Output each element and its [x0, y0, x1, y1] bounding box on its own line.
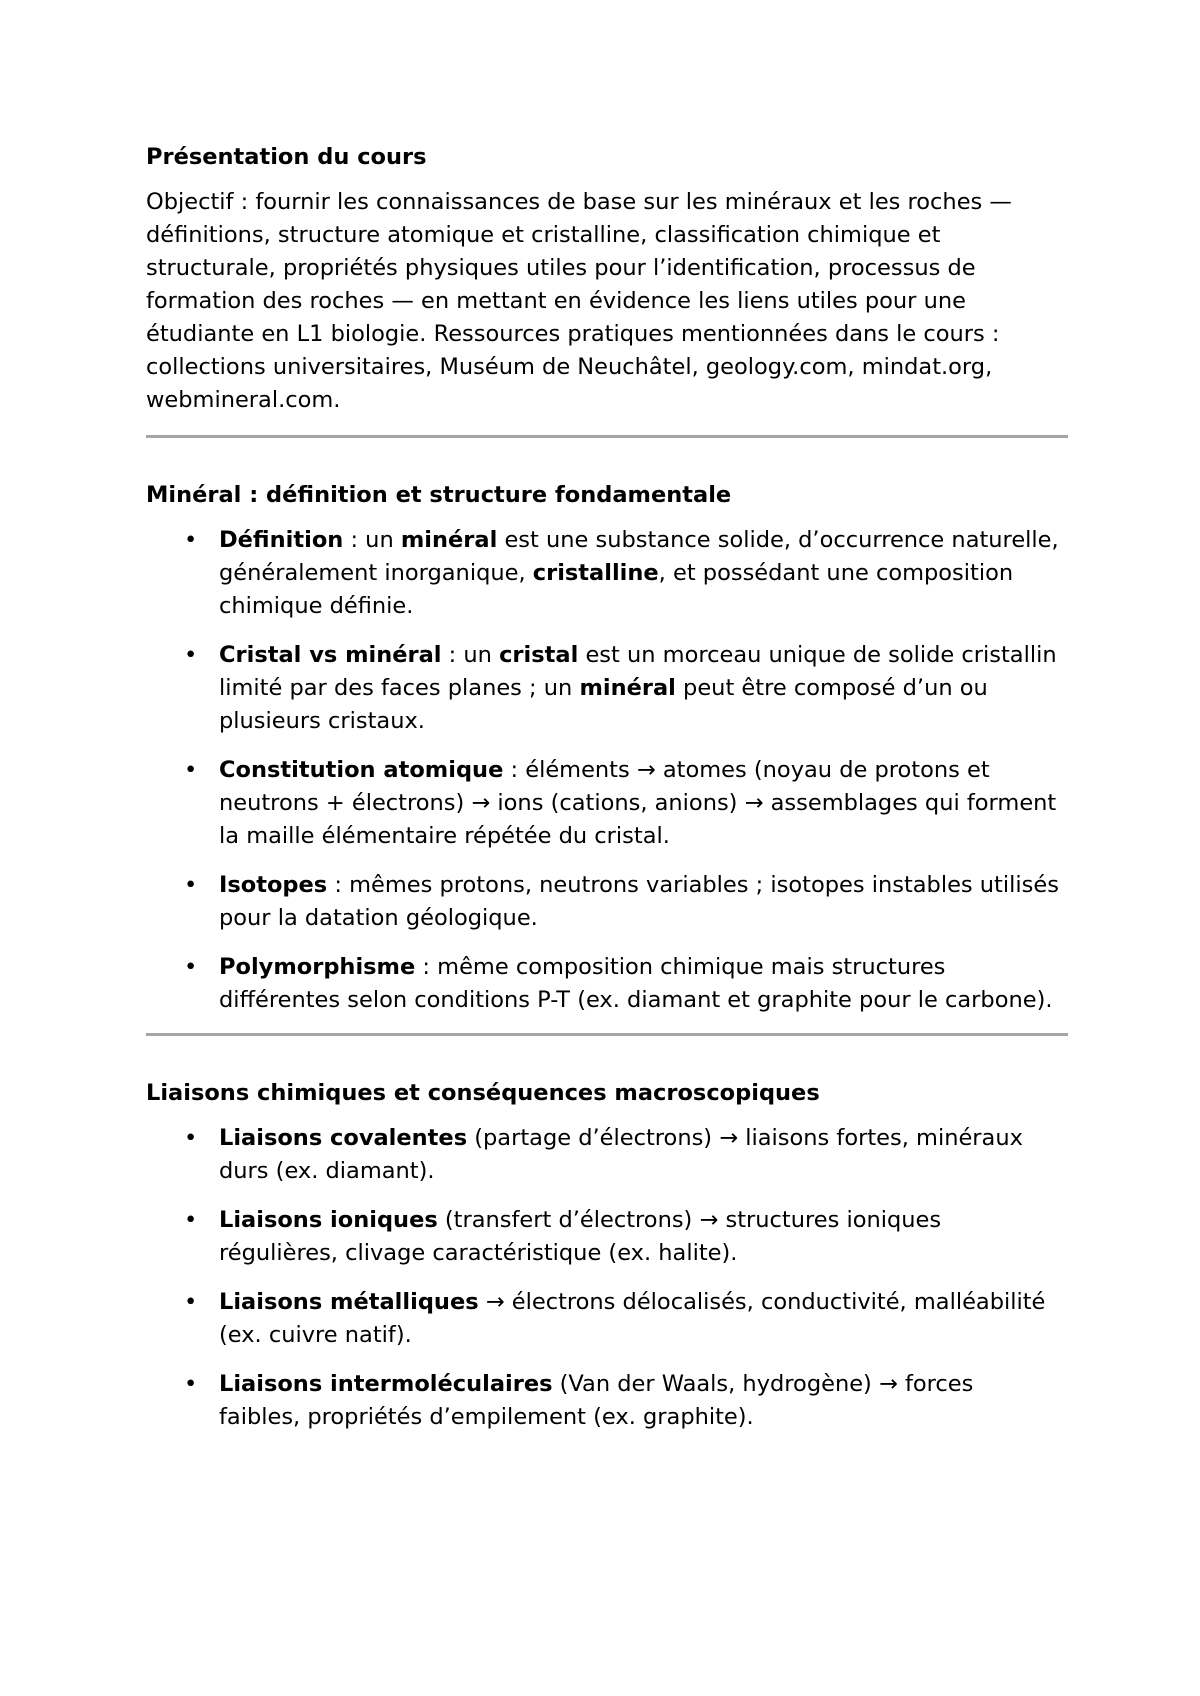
- text-run: peut être composé d’un ou plusieurs cristaux.: [219, 675, 988, 734]
- list-item: [146, 1368, 1060, 1434]
- bullet-icon: •: [184, 527, 198, 553]
- text-run: : un: [441, 642, 500, 668]
- bold-term: cristal: [499, 642, 579, 668]
- bold-term: cristalline: [532, 560, 659, 586]
- text-run: → électrons délocalisés, conductivité, malléabilité (ex. cuivre natif).: [219, 1289, 1046, 1348]
- bold-term: Liaisons ioniques: [219, 1207, 438, 1233]
- list-item-text: [219, 642, 1057, 734]
- text-run: est un morceau unique de solide cristallin limité par des faces planes ; un: [219, 642, 1057, 701]
- bullet-icon: •: [184, 757, 198, 783]
- text-run: : même composition chimique mais structures différentes selon conditions P-T (ex. diamant et graphite pour le carbone).: [219, 954, 1053, 1013]
- bold-term: Liaisons covalentes: [219, 1125, 468, 1151]
- bullet-icon: •: [184, 954, 198, 980]
- text-run: est une substance solide, d’occurrence naturelle, généralement inorganique,: [219, 527, 1059, 586]
- list-item-text: [219, 954, 1053, 1013]
- section-divider: [146, 1033, 1068, 1036]
- list-item-text: [219, 1371, 973, 1430]
- bullet-list-liaisons: [146, 1122, 1060, 1434]
- bullet-list-mineral: [146, 524, 1060, 1017]
- bullet-icon: •: [184, 1125, 198, 1151]
- text-run: (transfert d’électrons) → structures ioniques régulières, clivage caractéristique (ex. halite).: [219, 1207, 942, 1266]
- list-item-text: [219, 1289, 1045, 1348]
- text-run: : un: [343, 527, 401, 553]
- bullet-icon: •: [184, 1289, 198, 1315]
- list-item: [146, 869, 1060, 935]
- list-item: [146, 1122, 1060, 1188]
- bold-term: minéral: [400, 527, 498, 553]
- list-item: [146, 639, 1060, 738]
- section-heading-mineral: Minéral : définition et structure fondamentale: [146, 482, 732, 508]
- section-heading-presentation: Présentation du cours: [146, 144, 427, 170]
- list-item-text: [219, 1125, 1023, 1184]
- bold-term: Isotopes: [219, 872, 328, 898]
- section-divider: [146, 435, 1068, 438]
- list-item: [146, 524, 1060, 623]
- bold-term: Constitution atomique: [219, 757, 504, 783]
- bold-term: Cristal vs minéral: [219, 642, 442, 668]
- bullet-icon: •: [184, 642, 198, 668]
- list-item: [146, 951, 1060, 1017]
- text-run: : mêmes protons, neutrons variables ; isotopes instables utilisés pour la datation géologique.: [219, 872, 1059, 931]
- list-item: [146, 754, 1060, 853]
- list-item-text: [219, 527, 1059, 619]
- bullet-icon: •: [184, 1371, 198, 1397]
- bullet-icon: •: [184, 872, 198, 898]
- text-run: , et possédant une composition chimique définie.: [219, 560, 1014, 619]
- list-item-text: [219, 757, 1056, 849]
- bold-term: Définition: [219, 527, 344, 553]
- text-run: : éléments → atomes (noyau de protons et neutrons + électrons) → ions (cations, anions) → assemblages qui forment la maille élémentaire répétée du cristal.: [219, 757, 1057, 849]
- text-run: (Van der Waals, hydrogène) → forces faibles, propriétés d’empilement (ex. graphite).: [219, 1371, 974, 1430]
- bullet-icon: •: [184, 1207, 198, 1233]
- bold-term: Liaisons métalliques: [219, 1289, 479, 1315]
- list-item-text: [219, 872, 1059, 931]
- list-item: [146, 1286, 1060, 1352]
- bold-term: minéral: [579, 675, 676, 701]
- list-item-text: [219, 1207, 941, 1266]
- text-run: (partage d’électrons) → liaisons fortes, minéraux durs (ex. diamant).: [219, 1125, 1023, 1184]
- list-item: [146, 1204, 1060, 1270]
- section-paragraph-presentation: Objectif : fournir les connaissances de base sur les minéraux et les roches — définitions, structure atomique et cristalline, classification chimique et structurale, propriétés physiques utiles pour l’identification, processus de formation des roches — en mettant en évidence les liens utiles pour une étudiante en L1 biologie. Ressources pratiques mentionnées dans le cours : collections universitaires, Muséum de Neuchâtel, geology.com, mindat.org, webmineral.com.: [146, 189, 1012, 413]
- bold-term: Liaisons intermoléculaires: [219, 1371, 553, 1397]
- bold-term: Polymorphisme: [219, 954, 416, 980]
- section-heading-liaisons: Liaisons chimiques et conséquences macroscopiques: [146, 1080, 820, 1106]
